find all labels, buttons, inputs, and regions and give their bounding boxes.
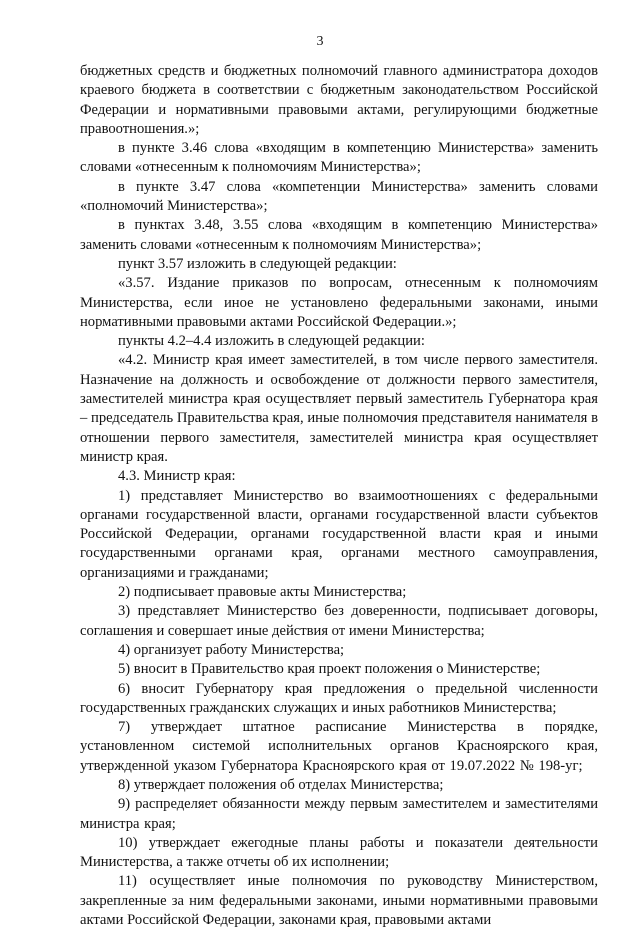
list-item-10: 10) утверждает ежегодные планы работы и показатели деятельности Министерства, а также отчеты об их исполнении;	[80, 834, 598, 871]
paragraph-item-3-47: в пункте 3.47 слова «компетенции Министерства» заменить словами «полномочий Министерства»;	[80, 178, 598, 215]
page-number: 3	[316, 34, 324, 49]
paragraph-item-3-57-intro: пункт 3.57 изложить в следующей редакции:	[118, 255, 397, 272]
paragraph-item-4-3-heading: 4.3. Министр края:	[118, 468, 236, 485]
paragraph-item-4-2: «4.2. Министр края имеет заместителей, в том числе первого заместителя. Назначение на должность и освобождение от должности первого заместителя, заместителей министра края осуществляет первый заместитель Губернатора края – председатель Правительства края, иные полномочия представителя нанимателя в отношении первого заместителя, заместителей министра края осуществляет министр края.	[80, 352, 598, 465]
list-item-4: 4) организует работу Министерства;	[118, 641, 345, 658]
list-item-11: 11) осуществляет иные полномочия по руководству Министерством, закрепленные за ним федеральными законами, иными нормативными правовыми актами Российской Федерации, законами края, правовыми актами	[80, 873, 598, 929]
list-item-2: 2) подписывает правовые акты Министерства;	[118, 584, 407, 601]
list-item-7: 7) утверждает штатное расписание Министерства в порядке, установленном системой исполнительных органов Красноярского края, утвержденной указом Губернатора Красноярского края от 19.07.2022 № 198-уг;	[80, 719, 598, 774]
paragraph-items-4-2-4-4-intro: пункты 4.2–4.4 изложить в следующей редакции:	[118, 333, 425, 350]
list-item-8: 8) утверждает положения об отделах Министерства;	[118, 776, 444, 793]
paragraph-item-3-57-text: «3.57. Издание приказов по вопросам, отнесенным к полномочиям Министерства, если иное не установлено федеральными законами, иными нормативными правовыми актами Российской Федерации.»;	[80, 275, 598, 330]
paragraph-items-3-48-3-55: в пунктах 3.48, 3.55 слова «входящим в компетенцию Министерства» заменить словами «отнесенным к полномочиям Министерства»;	[80, 217, 598, 253]
paragraph-item-3-46: в пункте 3.46 слова «входящим в компетенцию Министерства» заменить словами «отнесенным к полномочиям Министерства»;	[80, 140, 598, 176]
list-item-1: 1) представляет Министерство во взаимоотношениях с федеральными органами государственной власти, органами государственной власти субъектов Российской Федерации, органами государственной власти края и иными государственными органами края, органами местного самоуправления, организациями и гражданами;	[80, 487, 598, 581]
document-body	[80, 62, 598, 930]
list-item-3: 3) представляет Министерство без доверенности, подписывает договоры, соглашения и совершает иные действия от имени Министерства;	[80, 603, 598, 639]
list-item-9: 9) распределяет обязанности между первым заместителем и заместителями министра края;	[80, 796, 598, 832]
paragraph-budget-continuation: бюджетных средств и бюджетных полномочий главного администратора доходов краевого бюджета в соответствии с бюджетным законодательством Российской Федерации и нормативными правовыми актами, регулирующими бюджетные правоотношения.»;	[80, 63, 598, 137]
list-item-5: 5) вносит в Правительство края проект положения о Министерстве;	[118, 661, 541, 678]
list-item-6: 6) вносит Губернатору края предложения о предельной численности государственных гражданских служащих и иных работников Министерства;	[80, 680, 598, 716]
